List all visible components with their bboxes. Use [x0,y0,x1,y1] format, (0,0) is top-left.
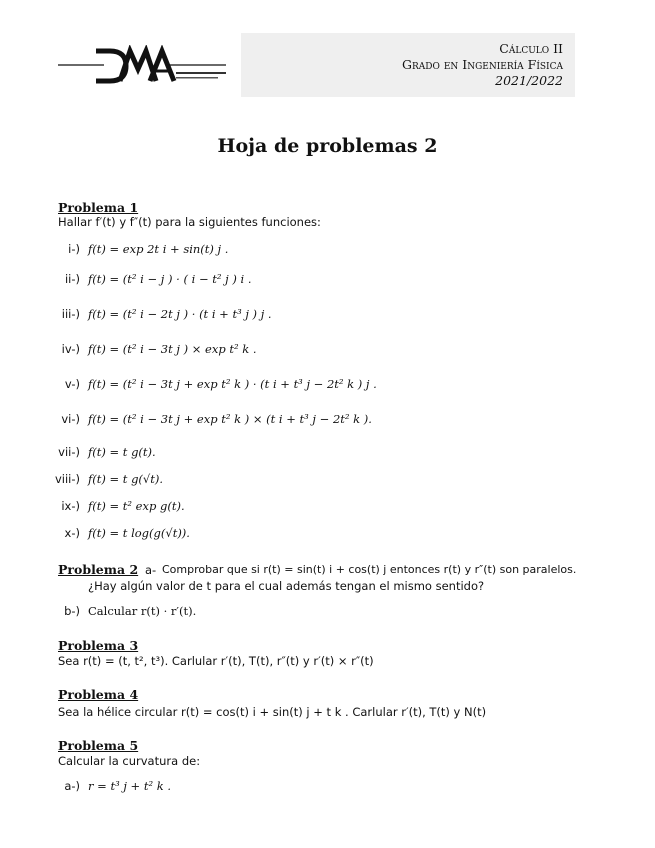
item-expression: r = t³ j + t² k . [88,779,172,793]
problem-2-item-b [50,604,550,622]
item-expression: f(t) = (t² i − 2t j ) · (t i + t³ j ) j . [88,307,272,321]
item-label: a-) [64,779,80,793]
item-label: x-) [64,526,80,540]
item-label: ix-) [61,499,80,513]
department-logo [58,45,228,87]
item-label: b-) [64,604,80,618]
problem-1-item [50,445,550,463]
problem-5-item [50,779,550,797]
problem-2-title: Problema 2 [58,562,139,577]
problem-1-item [50,412,610,430]
item-expression: f(t) = (t² i − 3t j + exp t² k ) × (t i + t³ j − 2t² k ). [88,412,372,426]
problem-1-item [50,307,550,325]
problem-3-title: Problema 3 [58,638,139,653]
problem-2-item-a-line1: Comprobar que si r(t) = sin(t) i + cos(t) j entonces r(t) y r″(t) son paralelos. [162,563,577,576]
degree-name: Grado en Ingeniería Física [402,57,563,72]
item-label: v-) [64,377,80,391]
problem-2-item-a-label: a- [145,563,157,577]
item-expression: f(t) = (t² i − 3t j + exp t² k ) · (t i + t³ j − 2t² k ) j . [88,377,377,391]
problem-1-title: Problema 1 [58,200,139,215]
problem-1-item [50,242,550,260]
problem-1-item [50,272,550,290]
item-label: i-) [68,242,80,256]
problem-1-item [50,526,550,544]
item-expression: f(t) = t g(t). [88,445,156,459]
problem-3-statement: Sea r(t) = (t, t², t³). Carlular r′(t), T(t), r″(t) y r′(t) × r″(t) [58,654,374,668]
item-expression: f(t) = t g(√t). [88,472,164,486]
problem-1-item [50,377,610,395]
item-label: vi-) [61,412,80,426]
item-label: viii-) [54,472,80,486]
item-label: iv-) [61,342,80,356]
problem-1-statement: Hallar f′(t) y f″(t) para la siguientes funciones: [58,215,321,229]
problem-1-item [50,499,550,517]
item-expression: Calcular r(t) · r′(t). [88,604,197,618]
problem-2-item-a-line2: ¿Hay algún valor de t para el cual además tengan el mismo sentido? [88,579,485,593]
item-label: vii-) [58,445,80,459]
item-expression: f(t) = t log(g(√t)). [88,526,190,540]
problem-5-title: Problema 5 [58,738,139,753]
problem-5-statement: Calcular la curvatura de: [58,754,201,768]
problem-4-title: Problema 4 [58,687,139,702]
course-name: Cálculo II [499,41,563,56]
item-label: iii-) [61,307,80,321]
item-expression: f(t) = exp 2t i + sin(t) j . [88,242,229,256]
problem-1-item [50,342,550,360]
item-label: ii-) [64,272,80,286]
problem-4-statement: Sea la hélice circular r(t) = cos(t) i + sin(t) j + t k . Carlular r′(t), T(t) y N(t) [58,705,487,719]
item-expression: f(t) = (t² i − 3t j ) × exp t² k . [88,342,257,356]
document-title: Hoja de problemas 2 [217,135,438,157]
item-expression: f(t) = t² exp g(t). [88,499,185,513]
academic-year: 2021/2022 [495,73,563,88]
item-expression: f(t) = (t² i − j ) · ( i − t² j ) i . [88,272,252,286]
problem-1-item [50,472,550,490]
